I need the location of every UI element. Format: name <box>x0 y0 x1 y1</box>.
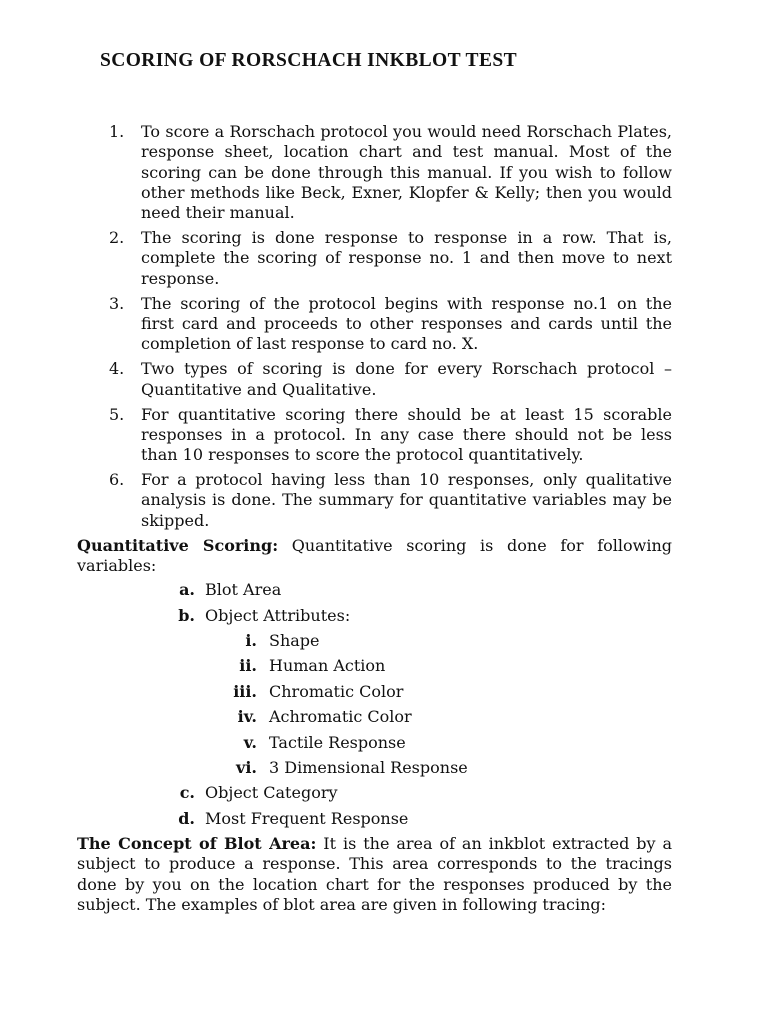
list-number: 6. <box>109 470 125 490</box>
variable-blot-area <box>77 580 672 600</box>
blot-area-paragraph <box>77 834 672 915</box>
list-item <box>109 470 672 531</box>
list-number: 1. <box>109 122 125 141</box>
variable-label: b. <box>178 605 195 625</box>
quantitative-scoring-text: Quantitative scoring is done for following variables: <box>77 535 672 576</box>
variable-label: a. <box>179 580 195 600</box>
attribute-item <box>205 656 672 676</box>
variable-text: Object Category <box>205 783 338 803</box>
attribute-text: Achromatic Color <box>269 707 412 727</box>
attribute-label: i. <box>245 631 257 651</box>
list-item-text: To score a Rorschach protocol you would need Rorschach Plates, response sheet, location chart and test manual. Most of the scoring can be done through this manual. If you wish to follow other methods like Beck, Exner, Klopfer & Kelly; then you would need their manual. <box>141 122 672 223</box>
attribute-item <box>205 733 672 753</box>
attribute-label: vi. <box>236 758 257 777</box>
blot-area-heading: The Concept of Blot Area: <box>77 834 317 854</box>
list-item-text: The scoring is done response to response in a row. That is, complete the scoring of response no. 1 and then move to next response. <box>141 228 672 288</box>
object-attributes-list <box>205 631 672 778</box>
list-item <box>109 359 672 400</box>
list-item-text: For quantitative scoring there should be at least 15 scorable responses in a protocol. In any case there should not be less than 10 responses to score the protocol quantitatively. <box>141 404 672 465</box>
attribute-item <box>205 758 672 778</box>
list-number: 5. <box>109 404 125 424</box>
document-body <box>77 122 672 915</box>
variable-label: c. <box>179 783 195 803</box>
list-item <box>109 293 672 355</box>
variable-label: d. <box>178 808 195 828</box>
variables-list <box>77 580 672 829</box>
variable-object-attributes <box>77 606 672 779</box>
attribute-text: Tactile Response <box>269 732 406 752</box>
variable-most-frequent-response <box>77 809 672 829</box>
blot-area-text: It is the area of an inkblot extracted by a subject to produce a response. This area corresponds to the tracings done by you on the location chart for the responses produced by the subject. The examples of blot area are given in following tracing: <box>77 834 672 915</box>
list-item <box>109 228 672 289</box>
attribute-item <box>205 631 672 651</box>
list-item <box>109 404 672 466</box>
variable-text: Most Frequent Response <box>205 808 409 828</box>
list-item <box>109 122 672 223</box>
quantitative-scoring-paragraph <box>77 536 672 577</box>
attribute-label: iii. <box>233 681 257 701</box>
variable-text: Object Attributes: <box>205 605 351 625</box>
attribute-text: Shape <box>269 631 320 651</box>
attribute-text: Human Action <box>269 656 386 676</box>
scoring-guidelines-list <box>77 122 672 531</box>
list-number: 3. <box>109 293 125 313</box>
attribute-label: v. <box>243 732 257 752</box>
attribute-text: 3 Dimensional Response <box>269 758 468 777</box>
list-item-text: The scoring of the protocol begins with response no.1 on the first card and proceeds to other responses and cards until the completion of last response to card no. X. <box>141 293 672 354</box>
quantitative-scoring-heading: Quantitative Scoring: <box>77 535 279 555</box>
list-number: 4. <box>109 359 125 379</box>
variable-object-category <box>77 783 672 803</box>
attribute-item <box>205 682 672 702</box>
document-title: SCORING OF RORSCHACH INKBLOT TEST <box>100 50 518 71</box>
attribute-item <box>205 707 672 727</box>
list-number: 2. <box>109 228 125 248</box>
attribute-text: Chromatic Color <box>269 681 404 701</box>
list-item-text: Two types of scoring is done for every Rorschach protocol – Quantitative and Qualitative. <box>141 359 672 399</box>
attribute-label: iv. <box>237 707 257 727</box>
list-item-text: For a protocol having less than 10 responses, only qualitative analysis is done. The summary for quantitative variables may be skipped. <box>141 470 672 530</box>
variable-text: Blot Area <box>205 580 282 600</box>
attribute-label: ii. <box>239 656 257 676</box>
